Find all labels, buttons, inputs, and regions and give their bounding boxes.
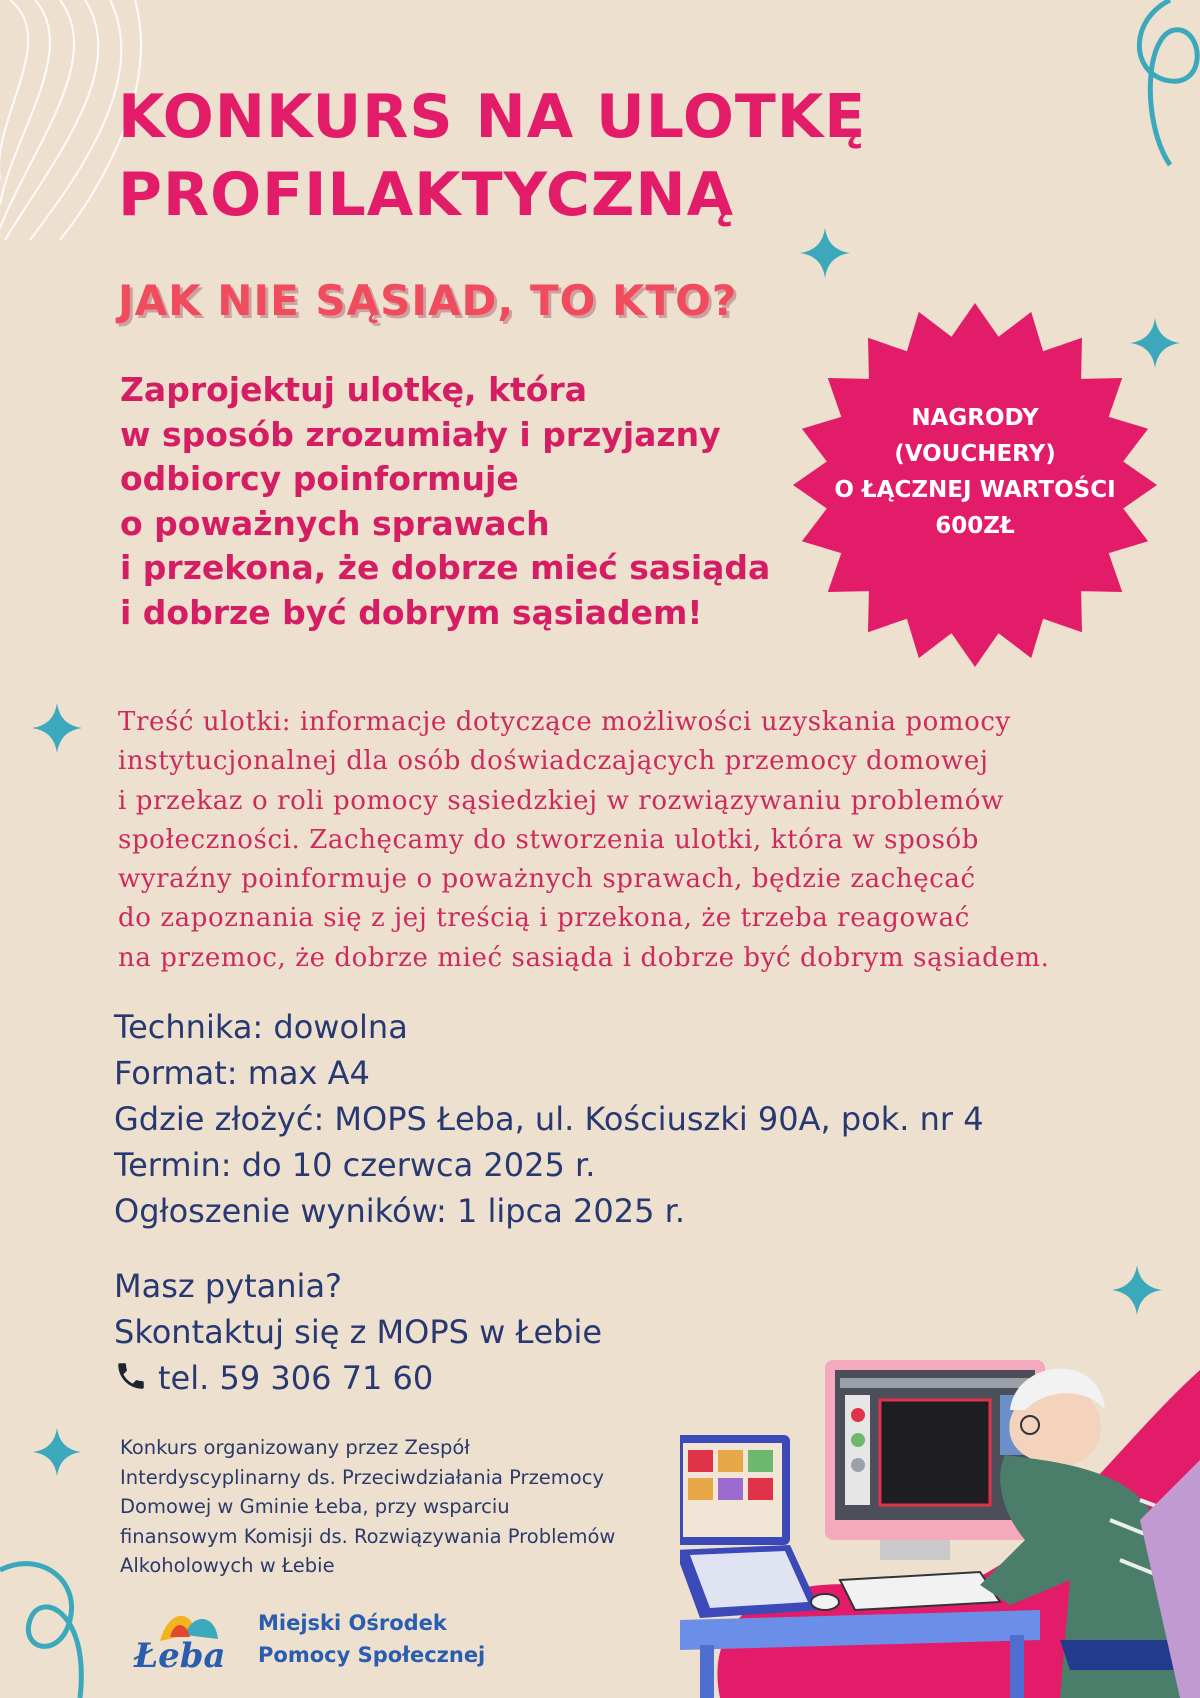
detail-results-date: Ogłoszenie wyników: 1 lipca 2025 r. xyxy=(114,1192,685,1230)
footnote-line: Alkoholowych w Łebie xyxy=(120,1554,335,1577)
detail-submission-place: Gdzie złożyć: MOPS Łeba, ul. Kościuszki 90A, pok. nr 4 xyxy=(114,1100,984,1138)
footnote-line: Interdyscyplinarny ds. Przeciwdziałania Przemocy xyxy=(120,1465,604,1489)
contact-phone[interactable] xyxy=(114,1355,602,1401)
intro-line: odbiorcy poinformuje xyxy=(120,459,519,498)
body-line: na przemoc, że dobrze mieć sasiąda i dobrze być dobrym sąsiadem. xyxy=(118,942,1050,973)
detail-deadline: Termin: do 10 czerwca 2025 r. xyxy=(114,1146,596,1184)
computer-user-illustration xyxy=(680,1340,1200,1698)
contact-section xyxy=(114,1263,602,1401)
detail-technique: Technika: dowolna xyxy=(114,1008,408,1046)
contest-details xyxy=(114,1004,984,1234)
prize-badge-text xyxy=(790,400,1160,544)
title-line-2: PROFILAKTYCZNĄ xyxy=(118,160,735,230)
teal-loop-decoration-bottom xyxy=(0,1550,110,1698)
sparkle-icon xyxy=(32,703,82,753)
badge-line: 600ZŁ xyxy=(935,513,1015,539)
contact-line: Skontaktuj się z MOPS w Łebie xyxy=(114,1313,603,1351)
footnote-line: finansowym Komisji ds. Rozwiązywania Problemów xyxy=(120,1524,616,1548)
logo-wordmark: Łeba xyxy=(134,1636,226,1675)
intro-line: i dobrze być dobrym sąsiadem! xyxy=(120,592,703,632)
slogan: JAK NIE SĄSIAD, TO KTO? xyxy=(118,276,738,325)
institution-name xyxy=(258,1607,485,1671)
footnote-line: Konkurs organizowany przez Zespół xyxy=(120,1436,470,1459)
teal-loop-decoration xyxy=(1110,0,1200,170)
title-line-1: KONKURS NA ULOTKĘ xyxy=(118,82,867,152)
body-line: instytucjonalnej dla osób doświadczających przemocy domowej xyxy=(118,746,989,777)
phone-icon xyxy=(114,1359,148,1393)
badge-line: (VOUCHERY) xyxy=(894,441,1056,467)
organizer-note xyxy=(120,1433,680,1581)
badge-line: NAGRODY xyxy=(911,405,1039,431)
detail-format: Format: max A4 xyxy=(114,1054,370,1092)
leba-logo xyxy=(130,1603,245,1675)
institution-line-1: Miejski Ośrodek xyxy=(258,1611,447,1635)
intro-line: o poważnych sprawach xyxy=(120,503,550,543)
intro-line: w sposób zrozumiały i przyjazny xyxy=(120,414,721,454)
body-line: Treść ulotki: informacje dotyczące możliwości uzyskania pomocy xyxy=(118,707,1011,737)
footnote-line: Domowej w Gminie Łeba, przy wsparciu xyxy=(120,1495,510,1518)
sparkle-icon xyxy=(33,1428,81,1476)
intro-text xyxy=(120,368,820,635)
intro-line: i przekona, że dobrze mieć sasiąda xyxy=(120,548,771,587)
page-title xyxy=(118,78,866,234)
institution-line-2: Pomocy Społecznej xyxy=(258,1643,486,1667)
badge-line: O ŁĄCZNEJ WARTOŚCI xyxy=(834,477,1116,503)
body-line: społeczności. Zachęcamy do stworzenia ulotki, która w sposób xyxy=(118,824,980,855)
sparkle-icon xyxy=(1112,1265,1162,1315)
leaflet-content-description xyxy=(118,703,1178,978)
phone-number: tel. 59 306 71 60 xyxy=(158,1359,434,1397)
sparkle-icon xyxy=(800,228,850,278)
intro-line: Zaprojektuj ulotkę, która xyxy=(120,370,588,409)
contact-question: Masz pytania? xyxy=(114,1267,343,1305)
body-line: wyraźny poinformuje o poważnych sprawach, będzie zachęcać xyxy=(118,864,976,895)
body-line: do zapoznania się z jej treścią i przekona, że trzeba reagować xyxy=(118,903,970,934)
body-line: i przekaz o roli pomocy sąsiedzkiej w rozwiązywaniu problemów xyxy=(118,785,1004,816)
